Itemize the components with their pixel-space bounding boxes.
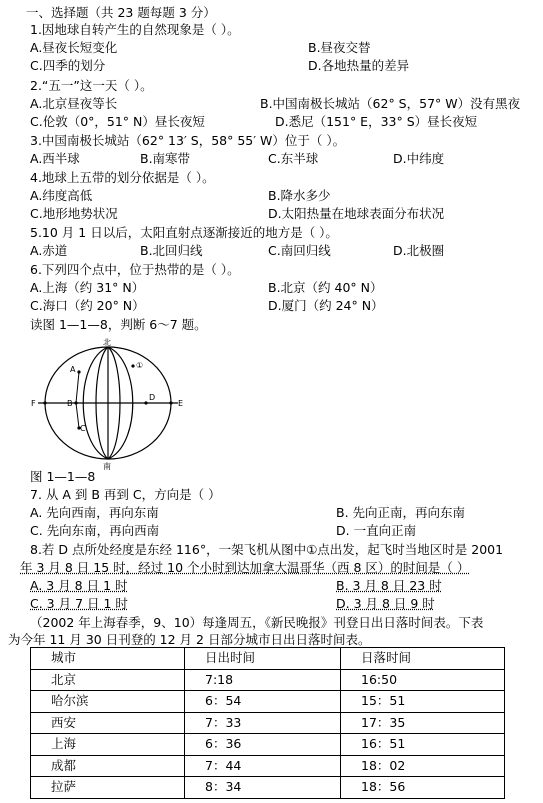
- q3-option-b: B.南寒带: [140, 151, 191, 166]
- point-b: [74, 401, 77, 404]
- table-header: 日出时间: [185, 648, 341, 670]
- table-cell: 哈尔滨: [31, 691, 185, 713]
- q6-stem: 6.下列四个点中，位于热带的是（ ）。: [30, 262, 240, 277]
- sunrise-sunset-table: [30, 647, 505, 799]
- q8-option-c: C. 3 月 7 日 1 时: [30, 596, 128, 611]
- q2-option-a: A.北京昼夜等长: [30, 96, 118, 111]
- q1-option-c: C.四季的划分: [30, 58, 106, 73]
- table-row: [31, 669, 505, 691]
- table-header: 城市: [31, 648, 185, 670]
- q3-option-a: A.西半球: [30, 151, 80, 166]
- q3-option-c: C.东半球: [268, 151, 319, 166]
- table-header-row: [31, 648, 505, 670]
- q8-stem-line2: 年 3 月 8 日 15 时，经过 10 个小时到达加拿大温哥华（西 8 区）的时间是（ ）: [20, 560, 470, 575]
- section-title: 一、选择题（共 23 题每题 3 分）: [26, 5, 216, 20]
- path-a-b: [76, 372, 79, 403]
- table-cell: 拉萨: [31, 777, 185, 799]
- q5-option-c: C.南回归线: [268, 243, 331, 258]
- table-header: 日落时间: [341, 648, 505, 670]
- q7-option-d: D. 一直向正南: [336, 523, 417, 538]
- table-row: [31, 734, 505, 756]
- table-cell: 西安: [31, 712, 185, 734]
- q2-option-d: D.悉尼（151° E，33° S）昼长夜短: [275, 114, 478, 129]
- table-cell: 成都: [31, 755, 185, 777]
- q7-option-c: C. 先向东南，再向西南: [30, 523, 160, 538]
- point-d: [144, 401, 147, 404]
- q5-option-a: A.赤道: [30, 243, 68, 258]
- q7-option-a: A. 先向西南，再向东南: [30, 505, 159, 520]
- q1-option-b: B.昼夜交替: [308, 40, 371, 55]
- table-row: [31, 755, 505, 777]
- q4-option-b: B.降水多少: [268, 188, 331, 203]
- q2-stem: 2.“五一”这一天（ ）。: [30, 78, 153, 93]
- q4-stem: 4.地球上五带的划分依据是（ ）。: [30, 170, 215, 185]
- q3-option-d: D.中纬度: [393, 151, 445, 166]
- q4-option-c: C.地形地势状况: [30, 206, 118, 221]
- q1-option-d: D.各地热量的差异: [308, 58, 410, 73]
- q5-option-b: B.北回归线: [140, 243, 203, 258]
- table-cell: 7：44: [185, 755, 341, 777]
- q2-option-b: B.中国南极长城站（62° S，57° W）没有黑夜: [260, 96, 521, 111]
- point-1: [131, 364, 134, 367]
- table-cell: 18：02: [341, 755, 505, 777]
- passage-line1: （2002 年上海春季，9、10）每逢周五，《新民晚报》刊登日出日落时间表。下表: [30, 615, 484, 630]
- figure-caption: 图 1—1—8: [30, 469, 96, 484]
- passage-line2: 为今年 11 月 30 日刊登的 12 月 2 日部分城市日出日落时间表。: [8, 632, 371, 647]
- q8-option-a: A. 3 月 8 日 1 时: [30, 578, 128, 593]
- q8-option-b: B. 3 月 8 日 23 时: [336, 578, 442, 593]
- table-cell: 北京: [31, 669, 185, 691]
- q6-option-c: C.海口（约 20° N）: [30, 298, 145, 313]
- path-b-c: [76, 403, 79, 428]
- label-point-1: ①: [136, 361, 144, 370]
- label-north: 北: [103, 338, 111, 347]
- label-a: A: [70, 365, 76, 374]
- table-row: [31, 712, 505, 734]
- q1-stem: 1.因地球自转产生的自然现象是（ ）。: [30, 22, 240, 37]
- table-cell: 16:50: [341, 669, 505, 691]
- table-cell: 15：51: [341, 691, 505, 713]
- table-cell: 上海: [31, 734, 185, 756]
- q5-option-d: D.北极圈: [393, 243, 445, 258]
- q5-stem: 5.10 月 1 日以后，太阳直射点逐渐接近的地方是（ ）。: [30, 225, 338, 240]
- table-cell: 7：33: [185, 712, 341, 734]
- label-e: E: [178, 399, 184, 408]
- q7-stem: 7. 从 A 到 B 再到 C，方向是（ ）: [30, 487, 221, 502]
- q8-stem-line1: 8.若 D 点所处经度是东经 116°，一架飞机从图中①点出发，起飞时当地区时是 2001: [30, 542, 504, 557]
- q2-option-c: C.伦敦（0°，51° N）昼长夜短: [30, 114, 205, 129]
- read-figure-instruction: 读图 1—1—8，判断 6～7 题。: [30, 317, 207, 332]
- point-a: [77, 370, 80, 373]
- table-cell: 17：35: [341, 712, 505, 734]
- table-cell: 16：51: [341, 734, 505, 756]
- table-cell: 18：56: [341, 777, 505, 799]
- q7-option-b: B. 先向正南，再向东南: [336, 505, 466, 520]
- table-row: [31, 691, 505, 713]
- table-cell: 6：54: [185, 691, 341, 713]
- globe-figure: [30, 336, 190, 470]
- q6-option-d: D.厦门（约 24° N）: [268, 298, 384, 313]
- q6-option-a: A.上海（约 31° N）: [30, 280, 145, 295]
- table-cell: 6：36: [185, 734, 341, 756]
- q8-option-d: D. 3 月 8 日 9 时: [336, 596, 435, 611]
- point-f: [43, 401, 46, 404]
- q3-stem: 3.中国南极长城站（62° 13′ S，58° 55′ W）位于（ ）。: [30, 133, 346, 148]
- label-d: D: [149, 393, 156, 402]
- q4-option-d: D.太阳热量在地球表面分布状况: [268, 206, 445, 221]
- table-cell: 8：34: [185, 777, 341, 799]
- table-row: [31, 777, 505, 799]
- q4-option-a: A.纬度高低: [30, 188, 93, 203]
- label-b: B: [67, 399, 73, 408]
- label-south: 南: [103, 462, 111, 470]
- label-f: F: [31, 399, 36, 408]
- table-cell: 7:18: [185, 669, 341, 691]
- q1-option-a: A.昼夜长短变化: [30, 40, 118, 55]
- label-c: C: [80, 424, 86, 433]
- point-e: [169, 401, 172, 404]
- q6-option-b: B.北京（约 40° N）: [268, 280, 383, 295]
